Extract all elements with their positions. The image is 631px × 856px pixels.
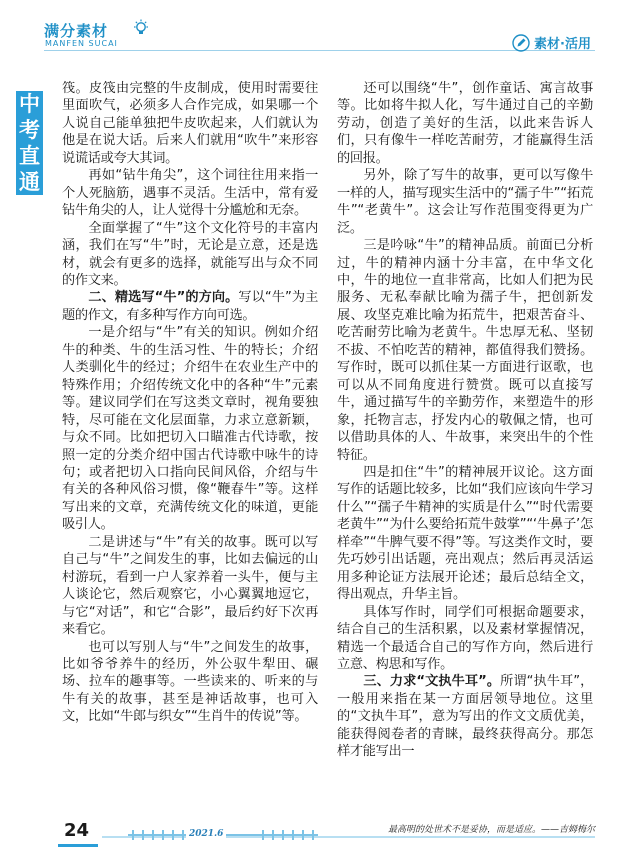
section-heading: 三、力求“文执牛耳”。 [363, 674, 501, 690]
side-tab-char: 考 [19, 118, 40, 142]
paragraph: 二是讲述与“牛”有关的故事。既可以写自己与“牛”之间发生的事，比如去偏远的山村游玩，看到一户人家养着一头牛，便与主人谈论它，然后观察它，小心翼翼地逗它，与它“对话”，和它“合影”，最后约好下次再来看它。 [62, 534, 318, 638]
page-number: 24 [64, 820, 90, 841]
pencil-icon [512, 34, 530, 52]
paragraph: 另外，除了写牛的故事，更可以写像牛一样的人，描写现实生活中的“孺子牛”“拓荒牛”“老黄牛”。这会让写作范围变得更为广泛。 [337, 168, 593, 236]
paragraph: 三是吟咏“牛”的精神品质。前面已分析过，牛的精神内涵十分丰富，在中华文化中，牛的地位一直非常高，比如人们把为民服务、无私奉献比喻为孺子牛，把创新发展、攻坚克难比喻为拓荒牛，把艰苦奋斗、吃苦耐劳比喻为老黄牛。牛忠厚无私、坚韧不拔、不怕吃苦的精神，都值得我们赞扬。写作时，既可以抓住某一方面进行讴歌，也可以从不同角度进行赞赏。既可以直接写牛，通过描写牛的辛勤劳作，来塑造牛的形象，托物言志，抒发内心的敬佩之情，也可以借助具体的人、牛故事，来突出牛的个性特征。 [337, 238, 593, 463]
paragraph: 还可以围绕“牛”，创作童话、寓言故事等。比如将牛拟人化，写牛通过自己的辛勤劳动，创造了美好的生活，以此来告诉人们，只有像牛一样吃苦耐劳，才能赢得生活的回报。 [337, 81, 593, 166]
side-tab-char: 直 [19, 144, 40, 168]
paragraph-text: 所谓“执牛耳”，一般用来指在某一方面居领导地位。这里的“文执牛耳”，意为写出的作文文质优美，能获得阅卷者的青睐，最终获得高分。那怎样才能写出一 [337, 674, 593, 760]
paragraph: 全面掌握了“牛”这个文化符号的丰富内涵，我们在写“牛”时，无论是立意，还是选材，就会有更多的选择，就能写出与众不同的作文来。 [62, 220, 318, 288]
side-tab-char: 通 [19, 170, 40, 194]
side-tab [16, 91, 43, 220]
lightbulb-icon [132, 19, 150, 37]
paragraph: 也可以写别人与“牛”之间发生的故事，比如爷爷养牛的经历，外公驭牛犁田、碾场、拉车的趣事等。一些读来的、听来的与牛有关的故事，甚至是神话故事，也可入文，比如“牛郎与织女”“生肖牛的传说”等。 [62, 639, 318, 725]
paragraph: 一是介绍与“牛”有关的知识。例如介绍牛的种类、牛的生活习性、牛的特长；介绍人类驯化牛的经过；介绍牛在农业生产中的特殊作用；介绍传统文化中的各种“牛”元素等。建议同学们在写这类文章时，视角要独特，尽可能在文化层面靠，力求立意新颖，与众不同。比如把切入口瞄准古代诗歌，按照一定的分类介绍中国古代诗歌中咏牛的诗句；或者把切入口指向民间风俗，介绍与牛有关的各种风俗习惯，像“鞭春牛”等。这样写出来的文章，充满传统文化的味道，更能吸引人。 [62, 325, 318, 533]
brand-name-pinyin: MANFEN SUCAI [45, 39, 118, 48]
section-label: 素材·活用 [534, 37, 591, 52]
side-tab-char: 车 [19, 196, 40, 220]
page-footer [58, 820, 595, 846]
page-number-bar [58, 844, 98, 847]
paragraph: 再如“钻牛角尖”，这个词往往用来指一个人死脑筋，遇事不灵活。生活中，常有爱钻牛角尖的人，让人觉得十分尴尬和无奈。 [62, 168, 318, 219]
section-header [512, 33, 591, 52]
right-column [337, 80, 593, 761]
side-tab-char: 中 [19, 92, 40, 116]
paragraph: 具体写作时，同学们可根据命题要求，结合自己的生活积累，以及素材掌握情况，精选一个最适合自己的写作方向，然后进行立意、构思和写作。 [337, 604, 593, 672]
paragraph: 筏。皮筏由完整的牛皮制成，使用时需要往里面吹气，必须多人合作完成，如果哪一个人说自己能单独把牛皮吹起来，人们就认为他是在说大话。后来人们就用“吹牛”来形容说谎话或夸大其词。 [62, 81, 318, 166]
footer-quote: 最高明的处世术不是妥协，而是适应。——吉姆梅尔 [387, 825, 595, 835]
paragraph [62, 289, 318, 324]
paragraph-text: 写以“牛”为主题的作文，有多种写作方向可选。 [62, 290, 318, 323]
paragraph [337, 673, 593, 760]
brand-name: 满分素材 [44, 22, 109, 40]
issue-date: 2021.6 [186, 829, 226, 839]
section-heading: 二、精选写“牛”的方向。 [88, 290, 239, 306]
paragraph: 四是扣住“牛”的精神展开议论。这方面写作的话题比较多，比如“我们应该向牛学习什么”“孺子牛精神的实质是什么”“时代需要老黄牛”“为什么要给拓荒牛鼓掌”“‘牛鼻子’怎样牵”“牛脾气要不得”等。写这类作文时，要先巧妙引出话题，亮出观点；然后再灵活运用多种论证方法展开论述；最后总结全文，得出观点，升华主旨。 [337, 464, 593, 603]
left-column [62, 80, 318, 726]
